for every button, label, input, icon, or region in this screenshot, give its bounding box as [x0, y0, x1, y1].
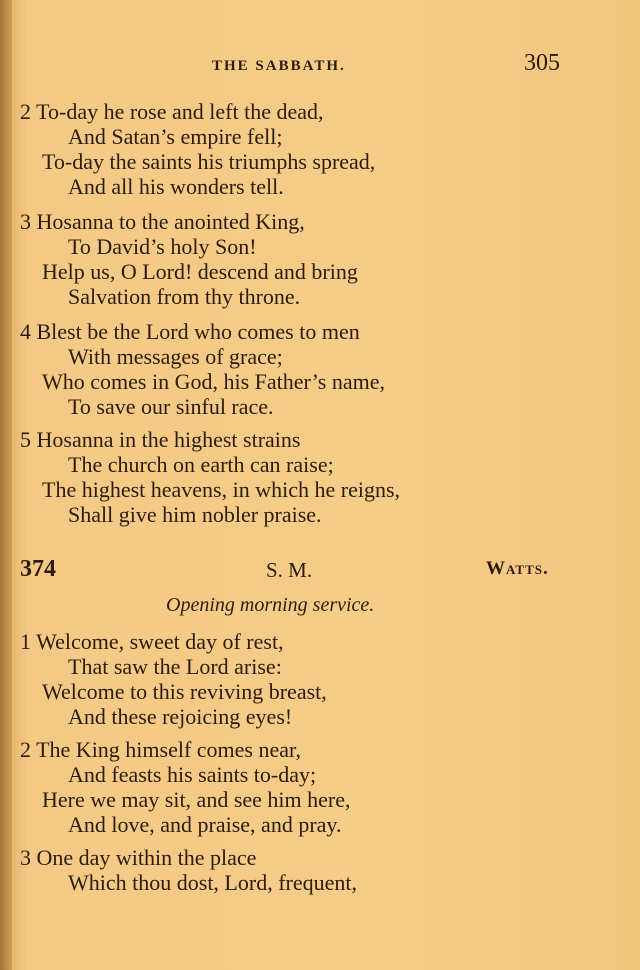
- verse-line: And love, and praise, and pray.: [68, 812, 342, 837]
- running-head: [0, 50, 640, 80]
- hymn-meter: S. M.: [266, 558, 313, 582]
- verse-line: 3 Hosanna to the anointed King,: [20, 209, 305, 234]
- verse-line: Help us, O Lord! descend and bring: [42, 259, 358, 284]
- verse-line: And all his wonders tell.: [68, 174, 284, 199]
- verse-line: Salvation from thy throne.: [68, 284, 301, 309]
- verse-line: And feasts his saints to-day;: [68, 762, 317, 787]
- verse-line: The highest heavens, in which he reigns,: [42, 477, 401, 502]
- verse-line: And these rejoicing eyes!: [68, 704, 293, 729]
- verse-line: 5 Hosanna in the highest strains: [20, 427, 301, 452]
- hymn-number: 374: [20, 556, 56, 582]
- hymn-author: Watts.: [486, 558, 549, 579]
- verse-line: With messages of grace;: [68, 344, 283, 369]
- hymn-subtitle: Opening morning service.: [166, 594, 375, 616]
- hymn-header: [0, 556, 640, 586]
- verse-line: Which thou dost, Lord, frequent,: [68, 870, 357, 895]
- verse-line: To save our sinful race.: [68, 394, 274, 419]
- page-binding-edge: [0, 0, 12, 970]
- verse-line: Shall give him nobler praise.: [68, 502, 322, 527]
- verse-line: 3 One day within the place: [20, 845, 257, 870]
- verse-line: Here we may sit, and see him here,: [42, 787, 351, 812]
- running-head-title: THE SABBATH.: [212, 58, 346, 74]
- verse-line: Welcome to this reviving breast,: [42, 679, 327, 704]
- verse-line: To David’s holy Son!: [68, 234, 257, 259]
- verse-line: 1 Welcome, sweet day of rest,: [20, 629, 284, 654]
- page-number: 305: [524, 50, 560, 76]
- verse-line: 2 The King himself comes near,: [20, 737, 301, 762]
- verse-line: 2 To-day he rose and left the dead,: [20, 99, 324, 124]
- verse-line: And Satan’s empire fell;: [68, 124, 283, 149]
- verse-line: The church on earth can raise;: [68, 452, 334, 477]
- verse-line: To-day the saints his triumphs spread,: [42, 149, 376, 174]
- verse-line: That saw the Lord arise:: [68, 654, 282, 679]
- verse-line: 4 Blest be the Lord who comes to men: [20, 319, 360, 344]
- verse-line: Who comes in God, his Father’s name,: [42, 369, 385, 394]
